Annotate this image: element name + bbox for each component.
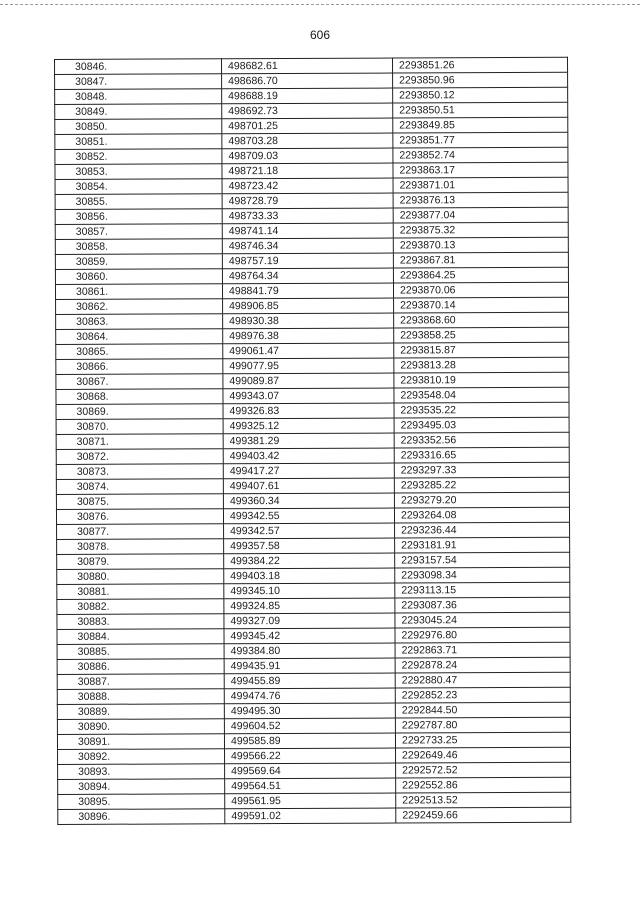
point-id-cell: 30853. <box>55 164 222 180</box>
y-coordinate-cell: 2293813.28 <box>394 357 569 373</box>
x-coordinate-cell: 498701.25 <box>222 118 393 134</box>
x-coordinate-cell: 499474.76 <box>224 688 395 704</box>
y-coordinate-cell: 2293297.33 <box>394 462 569 478</box>
x-coordinate-cell: 498906.85 <box>223 298 394 314</box>
point-id-cell: 30890. <box>57 719 224 735</box>
point-id-cell: 30870. <box>56 419 223 435</box>
x-coordinate-cell: 498686.70 <box>222 73 393 89</box>
x-coordinate-cell: 499325.12 <box>223 418 394 434</box>
point-id-cell: 30896. <box>58 809 225 825</box>
point-id-cell: 30866. <box>56 359 223 375</box>
x-coordinate-cell: 499342.57 <box>224 523 395 539</box>
x-coordinate-cell: 499455.89 <box>224 673 395 689</box>
x-coordinate-cell: 499345.10 <box>224 583 395 599</box>
y-coordinate-cell: 2293864.25 <box>393 267 568 283</box>
y-coordinate-cell: 2293810.19 <box>394 372 569 388</box>
y-coordinate-cell: 2293850.12 <box>393 87 568 103</box>
x-coordinate-cell: 499342.55 <box>223 508 394 524</box>
x-coordinate-cell: 499384.22 <box>224 553 395 569</box>
point-id-cell: 30852. <box>55 149 222 165</box>
x-coordinate-cell: 499061.47 <box>223 343 394 359</box>
y-coordinate-cell: 2293045.24 <box>395 612 570 628</box>
y-coordinate-cell: 2292844.50 <box>395 702 570 718</box>
x-coordinate-cell: 498688.19 <box>222 88 393 104</box>
point-id-cell: 30886. <box>57 659 224 675</box>
x-coordinate-cell: 498703.28 <box>222 133 393 149</box>
point-id-cell: 30862. <box>56 299 223 315</box>
y-coordinate-cell: 2292552.86 <box>396 777 571 793</box>
point-id-cell: 30864. <box>56 329 223 345</box>
page-number: 606 <box>309 28 331 42</box>
x-coordinate-cell: 499403.18 <box>224 568 395 584</box>
point-id-cell: 30878. <box>57 539 224 555</box>
point-id-cell: 30884. <box>57 629 224 645</box>
point-id-cell: 30883. <box>57 614 224 630</box>
point-id-cell: 30861. <box>55 284 222 300</box>
point-id-cell: 30863. <box>56 314 223 330</box>
point-id-cell: 30874. <box>56 479 223 495</box>
x-coordinate-cell: 498733.33 <box>222 208 393 224</box>
x-coordinate-cell: 499407.61 <box>223 478 394 494</box>
x-coordinate-cell: 499345.42 <box>224 628 395 644</box>
x-coordinate-cell: 498746.34 <box>222 238 393 254</box>
point-id-cell: 30875. <box>56 494 223 510</box>
x-coordinate-cell: 498721.18 <box>222 163 393 179</box>
point-id-cell: 30876. <box>56 509 223 525</box>
x-coordinate-cell: 498757.19 <box>222 253 393 269</box>
point-id-cell: 30881. <box>57 584 224 600</box>
y-coordinate-cell: 2292787.80 <box>395 717 570 733</box>
x-coordinate-cell: 498976.38 <box>223 328 394 344</box>
y-coordinate-cell: 2293870.06 <box>393 282 568 298</box>
point-id-cell: 30882. <box>57 599 224 615</box>
x-coordinate-cell: 499561.95 <box>225 793 396 809</box>
x-coordinate-cell: 499089.87 <box>223 373 394 389</box>
y-coordinate-cell: 2292513.52 <box>396 792 571 808</box>
y-coordinate-cell: 2292649.46 <box>396 747 571 763</box>
point-id-cell: 30859. <box>55 254 222 270</box>
y-coordinate-cell: 2293113.15 <box>395 582 570 598</box>
point-id-cell: 30894. <box>58 779 225 795</box>
point-id-cell: 30888. <box>57 689 224 705</box>
x-coordinate-cell: 499403.42 <box>223 448 394 464</box>
y-coordinate-cell: 2293850.51 <box>393 102 568 118</box>
x-coordinate-cell: 499566.22 <box>225 748 396 764</box>
coordinates-table-body <box>55 57 571 824</box>
point-id-cell: 30895. <box>58 794 225 810</box>
point-id-cell: 30887. <box>57 674 224 690</box>
x-coordinate-cell: 498709.03 <box>222 148 393 164</box>
y-coordinate-cell: 2293875.32 <box>393 222 568 238</box>
coordinates-table <box>54 57 571 825</box>
y-coordinate-cell: 2293279.20 <box>394 492 569 508</box>
y-coordinate-cell: 2293548.04 <box>394 387 569 403</box>
x-coordinate-cell: 499585.89 <box>224 733 395 749</box>
point-id-cell: 30889. <box>57 704 224 720</box>
point-id-cell: 30851. <box>55 134 222 150</box>
point-id-cell: 30850. <box>55 119 222 135</box>
y-coordinate-cell: 2293870.14 <box>394 297 569 313</box>
y-coordinate-cell: 2293867.81 <box>393 252 568 268</box>
point-id-cell: 30880. <box>57 569 224 585</box>
x-coordinate-cell: 499381.29 <box>223 433 394 449</box>
x-coordinate-cell: 499569.64 <box>225 763 396 779</box>
point-id-cell: 30858. <box>55 239 222 255</box>
y-coordinate-cell: 2292976.80 <box>395 627 570 643</box>
x-coordinate-cell: 499564.51 <box>225 778 396 794</box>
y-coordinate-cell: 2292852.23 <box>395 687 570 703</box>
x-coordinate-cell: 499591.02 <box>225 808 396 824</box>
y-coordinate-cell: 2293157.54 <box>395 552 570 568</box>
x-coordinate-cell: 498841.79 <box>222 283 393 299</box>
point-id-cell: 30865. <box>56 344 223 360</box>
point-id-cell: 30869. <box>56 404 223 420</box>
point-id-cell: 30848. <box>55 89 222 105</box>
x-coordinate-cell: 498728.79 <box>222 193 393 209</box>
x-coordinate-cell: 499343.07 <box>223 388 394 404</box>
point-id-cell: 30871. <box>56 434 223 450</box>
point-id-cell: 30855. <box>55 194 222 210</box>
x-coordinate-cell: 499435.91 <box>224 658 395 674</box>
y-coordinate-cell: 2293850.96 <box>393 72 568 88</box>
y-coordinate-cell: 2293876.13 <box>393 192 568 208</box>
y-coordinate-cell: 2293849.85 <box>393 117 568 133</box>
y-coordinate-cell: 2293870.13 <box>393 237 568 253</box>
point-id-cell: 30867. <box>56 374 223 390</box>
y-coordinate-cell: 2292863.71 <box>395 642 570 658</box>
y-coordinate-cell: 2293871.01 <box>393 177 568 193</box>
y-coordinate-cell: 2292880.47 <box>395 672 570 688</box>
point-id-cell: 30872. <box>56 449 223 465</box>
point-id-cell: 30849. <box>55 104 222 120</box>
x-coordinate-cell: 498764.34 <box>222 268 393 284</box>
point-id-cell: 30860. <box>55 269 222 285</box>
x-coordinate-cell: 498930.38 <box>223 313 394 329</box>
point-id-cell: 30868. <box>56 389 223 405</box>
y-coordinate-cell: 2293877.04 <box>393 207 568 223</box>
point-id-cell: 30847. <box>55 74 222 90</box>
y-coordinate-cell: 2293851.26 <box>392 57 567 73</box>
y-coordinate-cell: 2293098.34 <box>395 567 570 583</box>
y-coordinate-cell: 2293535.22 <box>394 402 569 418</box>
y-coordinate-cell: 2293868.60 <box>394 312 569 328</box>
x-coordinate-cell: 499417.27 <box>223 463 394 479</box>
y-coordinate-cell: 2293236.44 <box>395 522 570 538</box>
y-coordinate-cell: 2293815.87 <box>394 342 569 358</box>
x-coordinate-cell: 499326.83 <box>223 403 394 419</box>
y-coordinate-cell: 2293851.77 <box>393 132 568 148</box>
table-row <box>58 807 571 824</box>
y-coordinate-cell: 2293495.03 <box>394 417 569 433</box>
x-coordinate-cell: 499327.09 <box>224 613 395 629</box>
x-coordinate-cell: 499384.80 <box>224 643 395 659</box>
y-coordinate-cell: 2293863.17 <box>393 162 568 178</box>
point-id-cell: 30846. <box>55 59 222 75</box>
point-id-cell: 30879. <box>57 554 224 570</box>
point-id-cell: 30877. <box>57 524 224 540</box>
y-coordinate-cell: 2293352.56 <box>394 432 569 448</box>
y-coordinate-cell: 2292572.52 <box>396 762 571 778</box>
x-coordinate-cell: 499604.52 <box>224 718 395 734</box>
y-coordinate-cell: 2293858.25 <box>394 327 569 343</box>
y-coordinate-cell: 2293316.65 <box>394 447 569 463</box>
x-coordinate-cell: 499324.85 <box>224 598 395 614</box>
x-coordinate-cell: 499360.34 <box>223 493 394 509</box>
point-id-cell: 30891. <box>57 734 224 750</box>
y-coordinate-cell: 2293087.36 <box>395 597 570 613</box>
point-id-cell: 30854. <box>55 179 222 195</box>
point-id-cell: 30885. <box>57 644 224 660</box>
point-id-cell: 30892. <box>58 749 225 765</box>
x-coordinate-cell: 498741.14 <box>222 223 393 239</box>
x-coordinate-cell: 498682.61 <box>222 58 393 74</box>
y-coordinate-cell: 2292878.24 <box>395 657 570 673</box>
y-coordinate-cell: 2293264.08 <box>394 507 569 523</box>
x-coordinate-cell: 499357.58 <box>224 538 395 554</box>
x-coordinate-cell: 499077.95 <box>223 358 394 374</box>
y-coordinate-cell: 2293852.74 <box>393 147 568 163</box>
point-id-cell: 30857. <box>55 224 222 240</box>
point-id-cell: 30856. <box>55 209 222 225</box>
y-coordinate-cell: 2293181.91 <box>395 537 570 553</box>
x-coordinate-cell: 499495.30 <box>224 703 395 719</box>
x-coordinate-cell: 498723.42 <box>222 178 393 194</box>
y-coordinate-cell: 2292459.66 <box>396 807 571 823</box>
point-id-cell: 30873. <box>56 464 223 480</box>
top-rule <box>0 4 640 5</box>
point-id-cell: 30893. <box>58 764 225 780</box>
y-coordinate-cell: 2292733.25 <box>395 732 570 748</box>
x-coordinate-cell: 498692.73 <box>222 103 393 119</box>
y-coordinate-cell: 2293285.22 <box>394 477 569 493</box>
